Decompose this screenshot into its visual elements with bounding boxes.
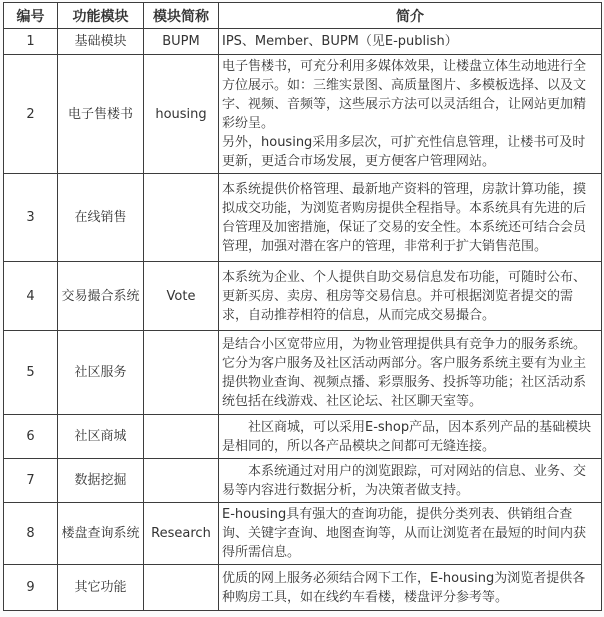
module-abbr-cell: housing: [144, 55, 219, 174]
row-number-cell: 9: [4, 565, 58, 611]
desc-paragraph: 另外，housing采用多层次，可扩充性信息管理，让楼书可及时更新，更适合市场发展，更方便客户管理网站。: [222, 135, 586, 169]
desc-paragraph: 本系统为企业、个人提供自助交易信息发布功能，可随时公布、更新买房、卖房、租房等交易信息。并可根据浏览者提交的需求，自动推荐相符的信息，从而完成交易撮合。: [222, 269, 587, 323]
description-cell: [219, 262, 602, 331]
header-number: 编号: [4, 3, 58, 29]
description-cell: [219, 174, 602, 262]
description-cell: [219, 459, 602, 503]
row-number-cell: 4: [4, 262, 58, 331]
module-abbr-cell: [144, 174, 219, 262]
module-abbr-cell: [144, 415, 219, 459]
table-row: [4, 29, 602, 55]
module-name-cell: 在线销售: [58, 174, 144, 262]
description-cell: [219, 565, 602, 611]
table-header: [4, 3, 602, 29]
module-name-cell: 交易撮合系统: [58, 262, 144, 331]
table-row: [4, 565, 602, 611]
table-body: [4, 29, 602, 611]
desc-paragraph: 本系统提供价格管理、最新地产资料的管理，房款计算功能，摸拟成交功能，为浏览者购房提供全程指导。本系统具有先进的后台管理及加密措施，保证了交易的安全性。本系统还可结合会员管理，加强对潜在客户的管理，非常利于扩大销售范围。: [222, 181, 587, 254]
module-name-cell: 数据挖掘: [58, 459, 144, 503]
description-cell: [219, 415, 602, 459]
row-number-cell: 1: [4, 29, 58, 55]
row-number-cell: 2: [4, 55, 58, 174]
desc-paragraph: 电子售楼书，可充分利用多媒体效果，让楼盘立体生动地进行全方位展示。如：三维实景图、高质量图片、多模板选择、以及文字、视频、音频等，这些展示方法可以灵活组合，让网站更加精彩纷呈。: [222, 59, 587, 131]
row-number-cell: 3: [4, 174, 58, 262]
desc-paragraph: 优质的网上服务必须结合网下工作，E-housing为浏览者提供各种购房工具，如在线约车看楼，楼盘评分参考等。: [222, 570, 586, 605]
module-name-cell: 楼盘查询系统: [58, 503, 144, 565]
module-abbr-cell: [144, 331, 219, 415]
table-row: [4, 331, 602, 415]
description-cell: [219, 331, 602, 415]
table-row: [4, 174, 602, 262]
header-row: [4, 3, 602, 29]
desc-paragraph: IPS、Member、BUPM（见E-publish）: [222, 34, 458, 49]
row-number-cell: 8: [4, 503, 58, 565]
row-number-cell: 7: [4, 459, 58, 503]
table-row: [4, 415, 602, 459]
table-row: [4, 503, 602, 565]
header-abbr: 模块简称: [144, 3, 219, 29]
module-name-cell: 其它功能: [58, 565, 144, 611]
module-table: [3, 2, 602, 611]
module-abbr-cell: Research: [144, 503, 219, 565]
module-name-cell: 基础模块: [58, 29, 144, 55]
module-name-cell: 社区服务: [58, 331, 144, 415]
table-row: [4, 55, 602, 174]
description-cell: [219, 503, 602, 565]
description-cell: [219, 55, 602, 174]
desc-paragraph: 是结合小区宽带应用，为物业管理提供具有竞争力的服务系统。它分为客户服务及社区活动两部分。客户服务系统主要有为业主提供物业查询、视频点播、彩票服务、投拆等功能；社区活动系统包括在线游戏、社区论坛、社区聊天室等。: [222, 336, 587, 409]
module-abbr-cell: [144, 459, 219, 503]
row-number-cell: 6: [4, 415, 58, 459]
module-abbr-cell: Vote: [144, 262, 219, 331]
module-abbr-cell: [144, 565, 219, 611]
module-abbr-cell: BUPM: [144, 29, 219, 55]
description-cell: [219, 29, 602, 55]
row-number-cell: 5: [4, 331, 58, 415]
desc-paragraph: E-housing具有强大的查询功能，提供分类列表、供销组合查询、关键字查询、地图查询等，从而让浏览者在最短的时间内获得所需信息。: [222, 507, 587, 560]
header-module: 功能模块: [58, 3, 144, 29]
table-row: [4, 262, 602, 331]
table-row: [4, 459, 602, 503]
module-name-cell: 电子售楼书: [58, 55, 144, 174]
desc-paragraph: 社区商城，可以采用E-shop产品，因本系列产品的基础模块是相同的，所以各产品模块之间都可无缝连接。: [222, 419, 592, 454]
module-name-cell: 社区商城: [58, 415, 144, 459]
desc-paragraph: 本系统通过对用户的浏览跟踪，可对网站的信息、业务、交易等内容进行数据分析，为决策者做支持。: [222, 463, 587, 498]
header-description: 简介: [219, 3, 602, 29]
